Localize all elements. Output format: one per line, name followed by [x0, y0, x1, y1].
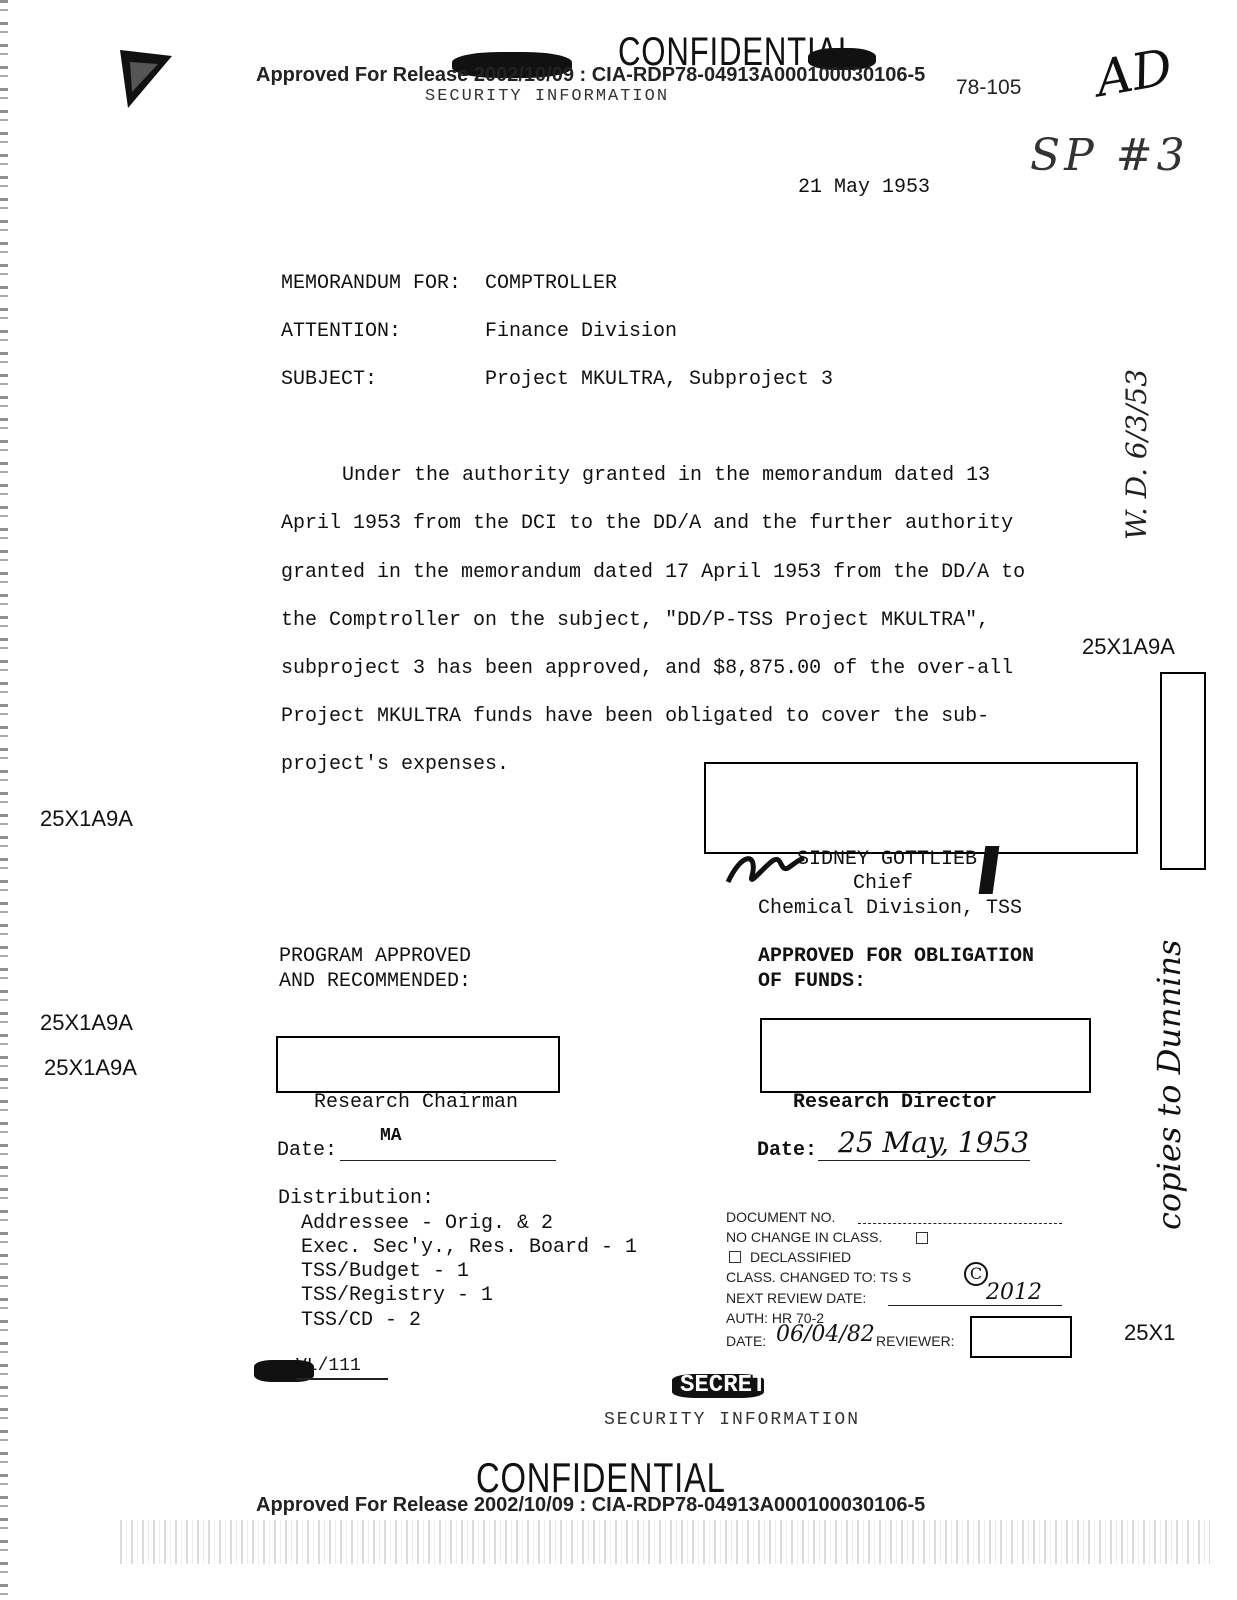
- stamp-no-change: NO CHANGE IN CLASS.: [726, 1229, 883, 1245]
- scan-edge-artifact: [0, 0, 8, 1600]
- subject-value: Project MKULTRA, Subproject 3: [485, 368, 834, 391]
- signatory-title: Chief: [853, 872, 914, 895]
- approval-right-role: Research Director: [793, 1091, 998, 1114]
- checkbox-icon: [729, 1251, 741, 1263]
- approval-left-date-label: Date:: [277, 1139, 338, 1162]
- distribution-item: Addressee - Orig. & 2: [301, 1212, 554, 1235]
- approval-left-heading-2: AND RECOMMENDED:: [279, 970, 472, 993]
- redaction-box: [1160, 672, 1206, 870]
- body-line: April 1953 from the DCI to the DD/A and the further authority: [281, 512, 1014, 535]
- redaction-box: [704, 762, 1138, 854]
- redaction-code: 25X1: [1124, 1320, 1176, 1345]
- routing-underline: [296, 1378, 388, 1380]
- approval-left-heading: PROGRAM APPROVED: [279, 945, 472, 968]
- attention-label: ATTENTION:: [281, 320, 402, 343]
- approval-right-heading: APPROVED FOR OBLIGATION: [758, 945, 1035, 968]
- header: [0, 30, 1237, 120]
- document-number: 78-105: [956, 76, 1022, 99]
- redaction-box: [276, 1036, 560, 1093]
- approval-right-date-value: 25 May, 1953: [838, 1126, 1030, 1159]
- stamp-declassified: DECLASSIFIED: [750, 1249, 852, 1265]
- header-classification: CONFIDENTIAL: [618, 30, 857, 74]
- stamp-date-label: DATE:: [726, 1333, 767, 1349]
- body-line: Under the authority granted in the memorandum dated 13: [342, 464, 991, 487]
- footer-mark: SECRET: [680, 1372, 767, 1399]
- handwritten-subproject-number: SP #3: [1030, 130, 1189, 181]
- stamp-class-mark: C: [964, 1262, 988, 1286]
- stamp-reviewer: REVIEWER:: [876, 1333, 955, 1349]
- approval-right-heading-2: OF FUNDS:: [758, 970, 867, 993]
- stamp-date-value: 06/04/82: [776, 1322, 875, 1347]
- redaction-code: 25X1A9A: [40, 806, 133, 831]
- margin-handwriting-copies-note: copies to Dunnins: [1150, 939, 1188, 1230]
- distribution-item: Exec. Sec'y., Res. Board - 1: [301, 1236, 638, 1259]
- routing-code: VL/111: [296, 1356, 361, 1376]
- stamp-auth: AUTH: HR 70-2: [726, 1310, 825, 1326]
- stamp-next-review: NEXT REVIEW DATE:: [726, 1290, 867, 1306]
- distribution-heading: Distribution:: [278, 1187, 435, 1210]
- margin-handwriting-initials: W. D. 6/3/53: [1120, 368, 1153, 540]
- approval-left-date-value: MA: [380, 1126, 402, 1146]
- signatory-name: SIDNEY GOTTLIEB: [797, 848, 978, 871]
- signature-scribble-icon: [722, 842, 806, 898]
- footer-release-line: Approved For Release 2002/10/09 : CIA-RDP78-04913A000100030106-5: [256, 1494, 926, 1516]
- approval-left-role: Research Chairman: [314, 1091, 519, 1114]
- stamp-line: [858, 1223, 1062, 1224]
- body-line: project's expenses.: [281, 753, 510, 776]
- stamp-class-changed: CLASS. CHANGED TO: TS S: [726, 1269, 912, 1285]
- date-underline: [340, 1160, 556, 1161]
- footer-security-info: SECURITY INFORMATION: [604, 1410, 861, 1430]
- subject-label: SUBJECT:: [281, 368, 378, 391]
- body-line: the Comptroller on the subject, "DD/P-TSS Project MKULTRA",: [281, 609, 990, 632]
- header-security-info: SECURITY INFORMATION: [425, 87, 670, 106]
- memo-for-label: MEMORANDUM FOR:: [281, 272, 462, 295]
- stamp-document-no: DOCUMENT NO.: [726, 1209, 836, 1225]
- handwritten-initials: AD: [1091, 37, 1177, 109]
- distribution-item: TSS/CD - 2: [301, 1309, 422, 1332]
- memo-date: 21 May 1953: [798, 176, 931, 199]
- redaction-code: 25X1A9A: [44, 1055, 137, 1080]
- redaction-box: [970, 1316, 1072, 1358]
- scan-noise: [120, 1520, 1210, 1564]
- redaction-code: 25X1A9A: [1082, 634, 1175, 659]
- header-release-line: Approved For Release 2002/10/09 : CIA-RDP78-04913A000100030106-5: [256, 64, 926, 86]
- redaction-box: [760, 1018, 1091, 1093]
- checkbox-icon: [916, 1232, 928, 1244]
- body-line: subproject 3 has been approved, and $8,875.00 of the over-all: [281, 657, 1014, 680]
- body-line: granted in the memorandum dated 17 April 1953 from the DD/A to: [281, 561, 1026, 584]
- memo-for-value: COMPTROLLER: [485, 272, 618, 295]
- approval-right-date-label: Date:: [757, 1139, 818, 1162]
- footer-classification: CONFIDENTIAL: [476, 1454, 726, 1501]
- stamp-line: [888, 1305, 1062, 1306]
- attention-value: Finance Division: [485, 320, 678, 343]
- signatory-division: Chemical Division, TSS: [758, 897, 1023, 920]
- date-underline: [818, 1160, 1030, 1161]
- body-line: Project MKULTRA funds have been obligated to cover the sub-: [281, 705, 990, 728]
- redaction-code: 25X1A9A: [40, 1010, 133, 1035]
- distribution-item: TSS/Budget - 1: [301, 1260, 470, 1283]
- stamp-next-review-value: 2012: [986, 1280, 1042, 1305]
- distribution-item: TSS/Registry - 1: [301, 1284, 494, 1307]
